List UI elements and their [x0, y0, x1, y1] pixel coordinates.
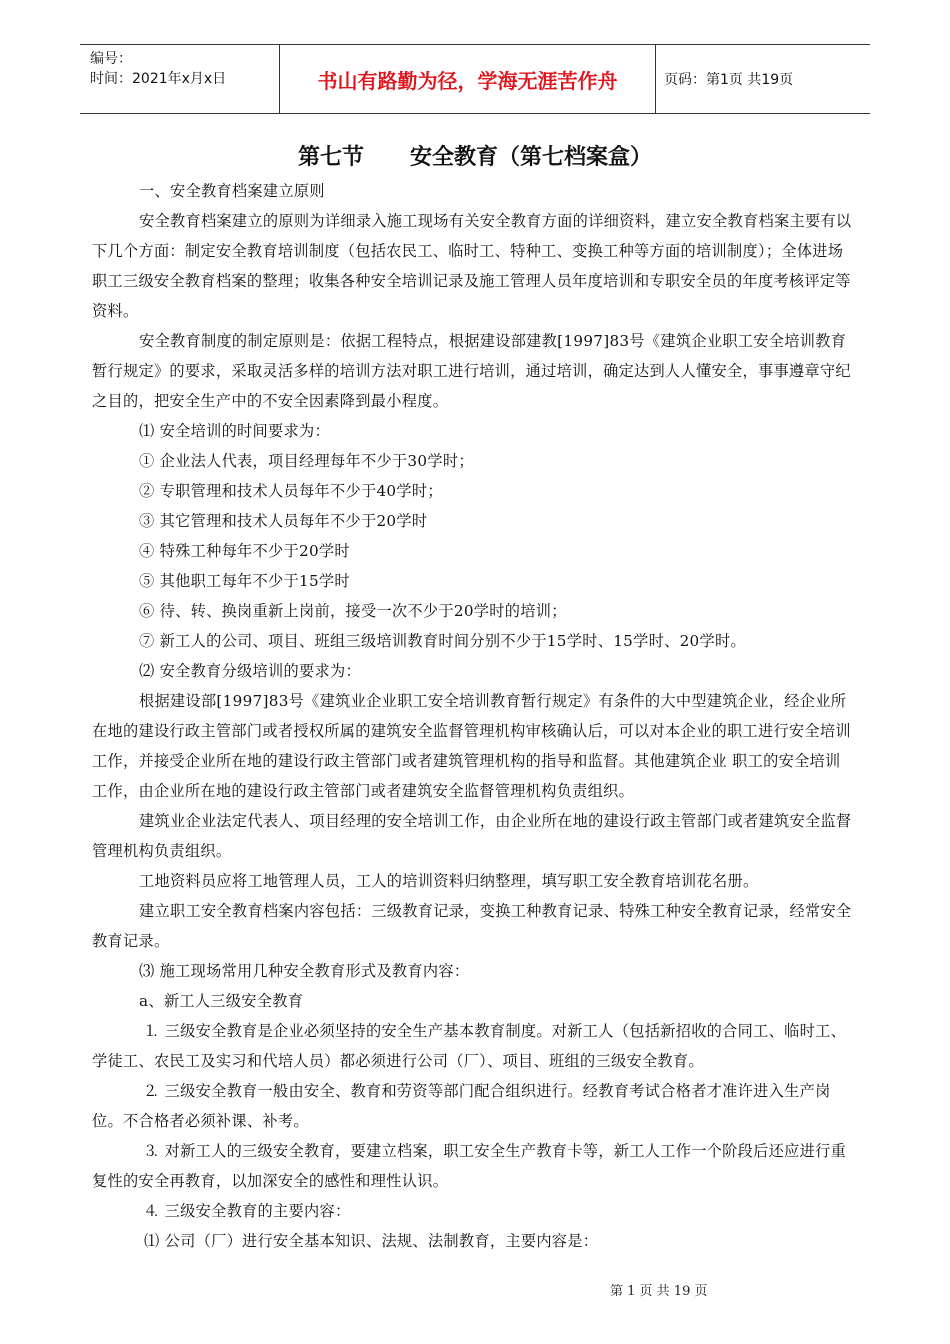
- header-motto: 书山有路勤为径，学海无涯苦作舟: [280, 45, 656, 113]
- paragraph: ⑴ 公司（厂）进行安全基本知识、法规、法制教育，主要内容是：: [144, 1232, 599, 1250]
- number-label: 编号：: [90, 51, 132, 67]
- paragraph: ⑶ 施工现场常用几种安全教育形式及教育内容：: [139, 962, 470, 980]
- document-body: [92, 176, 854, 1256]
- time-label: 时间：2021年x月x日: [90, 71, 227, 87]
- page-footer: 第 1 页 共 19 页: [610, 1284, 708, 1299]
- paragraph: ⑵ 安全教育分级培训的要求为：: [139, 662, 361, 680]
- list-item: ⑥ 待、转、换岗重新上岗前，接受一次不少于20学时的培训；: [139, 602, 567, 620]
- paragraph: ⒊ 对新工人的三级安全教育，要建立档案，职工安全生产教育卡等，新工人工作一个阶段后还应进行重复性的安全再教育，以加深安全的感性和理性认识。: [92, 1142, 847, 1190]
- page-header: [80, 44, 870, 114]
- paragraph: 建立职工安全教育档案内容包括：三级教育记录，变换工种教育记录、特殊工种安全教育记录，经常安全教育记录。: [92, 902, 852, 950]
- list-item: ⑤ 其他职工每年不少于15学时: [139, 572, 350, 590]
- list-item: ① 企业法人代表，项目经理每年不少于30学时；: [139, 452, 474, 470]
- list-item: ③ 其它管理和技术人员每年不少于20学时: [139, 512, 428, 530]
- paragraph: 建筑业企业法定代表人、项目经理的安全培训工作，由企业所在地的建设行政主管部门或者建筑安全监督管理机构负责组织。: [92, 812, 852, 860]
- paragraph: 安全教育档案建立的原则为详细录入施工现场有关安全教育方面的详细资料，建立安全教育档案主要有以下几个方面：制定安全教育培训制度（包括农民工、临时工、特种工、变换工种等方面的培训制度）；全体进场职工三级安全教育档案的整理；收集各种安全培训记录及施工管理人员年度培训和专职安全员的年度考核评定等资料。: [92, 212, 852, 320]
- list-item: ⑦ 新工人的公司、项目、班组三级培训教育时间分别不少于15学时、15学时、20学时。: [139, 632, 746, 650]
- paragraph: 安全教育制度的制定原则是：依据工程特点，根据建设部建教[1997]83号《建筑企业职工安全培训教育暂行规定》的要求，采取灵活多样的培训方法对职工进行培训，通过培训，确定达到人人懂安全，事事遵章守纪之目的，把安全生产中的不安全因素降到最小程度。: [92, 332, 851, 410]
- paragraph: ⒈ 三级安全教育是企业必须坚持的安全生产基本教育制度。对新工人（包括新招收的合同工、临时工、学徒工、农民工及实习和代培人员）都必须进行公司（厂）、项目、班组的三级安全教育。: [92, 1022, 847, 1070]
- paragraph: 根据建设部[1997]83号《建筑业企业职工安全培训教育暂行规定》有条件的大中型建筑企业，经企业所在地的建设行政主管部门或者授权所属的建筑安全监督管理机构审核确认后，可以对本企业的职工进行安全培训工作，并接受企业所在地的建设行政主管部门或者建筑管理机构的指导和监督。其他建筑企业 职工的安全培训工作，由企业所在地的建设行政主管部门或者建筑安全监督管理机构负责组织。: [92, 692, 851, 800]
- list-item: ④ 特殊工种每年不少于20学时: [139, 542, 350, 560]
- paragraph: ⒉ 三级安全教育一般由安全、教育和劳资等部门配合组织进行。经教育考试合格者才准许进入生产岗位。不合格者必须补课、补考。: [92, 1082, 831, 1130]
- list-item: ② 专职管理和技术人员每年不少于40学时；: [139, 482, 443, 500]
- paragraph: 一、安全教育档案建立原则: [139, 182, 325, 200]
- header-page-info: 页码：第1页 共19页: [664, 72, 794, 88]
- paragraph: 工地资料员应将工地管理人员，工人的培训资料归纳整理，填写职工安全教育培训花名册。: [139, 872, 759, 890]
- paragraph: a、新工人三级安全教育: [139, 992, 304, 1010]
- paragraph: ⒋ 三级安全教育的主要内容：: [144, 1202, 351, 1220]
- section-title: 第七节 安全教育（第七档案盒）: [298, 145, 652, 170]
- paragraph: ⑴ 安全培训的时间要求为：: [139, 422, 330, 440]
- header-meta: [80, 45, 280, 113]
